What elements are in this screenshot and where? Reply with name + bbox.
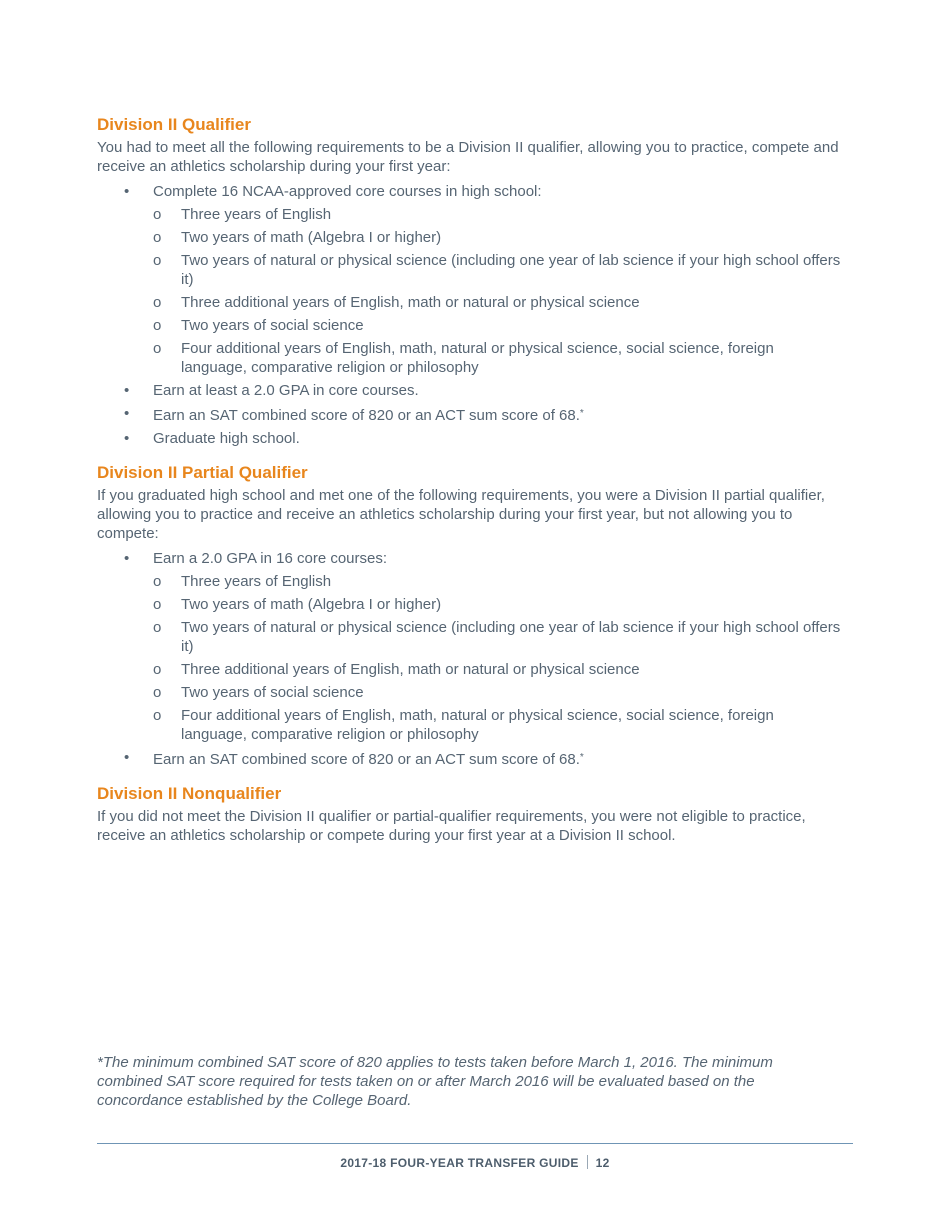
footer-separator [587,1155,588,1169]
section-heading: Division II Nonqualifier [97,784,282,803]
course-item [153,205,841,224]
bullet-icon: • [124,749,130,766]
requirement-text: Earn a 2.0 GPA in 16 core courses: [153,550,388,567]
course-item [153,706,841,744]
bullet-icon: • [124,430,130,447]
bullet-icon: • [124,183,130,200]
course-text: Two years of math (Algebra I or higher) [181,596,442,613]
footnote: *The minimum combined SAT score of 820 applies to tests taken before March 1, 2016. The minimum combined SAT score required for tests taken on or after March 2016 will be evaluated based on the concordance established by the College Board. [97,1054,773,1109]
course-text: Three additional years of English, math or natural or physical science [181,661,640,678]
requirement-item [97,748,857,769]
requirement-text: Complete 16 NCAA-approved core courses in high school: [153,183,542,200]
course-item [153,683,841,702]
course-text: Two years of social science [181,684,364,701]
course-sublist [153,205,857,377]
section [97,462,857,769]
course-item [153,316,841,335]
course-text: Three years of English [181,573,332,590]
course-text: Two years of social science [181,317,364,334]
section-heading: Division II Partial Qualifier [97,463,308,482]
requirement-item [97,404,857,425]
course-item [153,293,841,312]
requirement-item [97,381,857,400]
course-item [153,595,841,614]
requirement-item [97,549,857,744]
sub-bullet-icon: o [153,684,162,701]
footnote-asterisk: * [579,752,584,763]
sub-bullet-icon: o [153,294,162,311]
section-intro: You had to meet all the following requirements to be a Division II qualifier, allowing you to practice, compete and receive an athletics scholarship during your first year: [97,139,839,175]
course-sublist [153,572,857,744]
course-text: Two years of natural or physical science (including one year of lab science if your high school offers it) [181,252,841,288]
course-text: Two years of math (Algebra I or higher) [181,229,442,246]
course-item [153,228,841,247]
page-content [97,114,857,859]
requirement-list [97,549,857,769]
section-intro: If you did not meet the Division II qualifier or partial-qualifier requirements, you were not eligible to practice, receive an athletics scholarship or compete during your first year at a Division II school. [97,808,806,844]
course-item [153,660,841,679]
section-heading: Division II Qualifier [97,115,251,134]
bullet-icon: • [124,405,130,422]
course-text: Four additional years of English, math, natural or physical science, social science, foreign language, comparative religion or philosophy [181,707,774,743]
course-text: Two years of natural or physical science (including one year of lab science if your high school offers it) [181,619,841,655]
course-item [153,251,841,289]
course-item [153,618,841,656]
requirement-text: Earn an SAT combined score of 820 or an ACT sum score of 68. [153,751,580,768]
requirement-list [97,182,857,448]
bullet-icon: • [124,550,130,567]
bullet-icon: • [124,382,130,399]
section [97,783,857,845]
sub-bullet-icon: o [153,340,162,357]
sub-bullet-icon: o [153,252,162,269]
sub-bullet-icon: o [153,206,162,223]
course-text: Three years of English [181,206,332,223]
sub-bullet-icon: o [153,596,162,613]
sub-bullet-icon: o [153,317,162,334]
footnote-asterisk: * [579,408,584,419]
requirement-item [97,429,857,448]
course-item [153,339,841,377]
sub-bullet-icon: o [153,619,162,636]
course-item [153,572,841,591]
page-footer [0,1155,950,1170]
footer-divider [97,1143,853,1144]
sections-container [97,114,857,845]
page-number: 12 [595,1156,610,1170]
course-text: Three additional years of English, math or natural or physical science [181,294,640,311]
requirement-text: Earn an SAT combined score of 820 or an ACT sum score of 68. [153,407,580,424]
sub-bullet-icon: o [153,661,162,678]
sub-bullet-icon: o [153,707,162,724]
requirement-text: Graduate high school. [153,430,300,447]
section [97,114,857,448]
requirement-text: Earn at least a 2.0 GPA in core courses. [153,382,419,399]
sub-bullet-icon: o [153,229,162,246]
footer-title: 2017-18 FOUR-YEAR TRANSFER GUIDE [340,1156,579,1170]
section-intro: If you graduated high school and met one of the following requirements, you were a Division II partial qualifier, allowing you to practice and receive an athletics scholarship during your first year, but not allowing you to compete: [97,487,825,542]
course-text: Four additional years of English, math, natural or physical science, social science, foreign language, comparative religion or philosophy [181,340,774,376]
sub-bullet-icon: o [153,573,162,590]
requirement-item [97,182,857,377]
